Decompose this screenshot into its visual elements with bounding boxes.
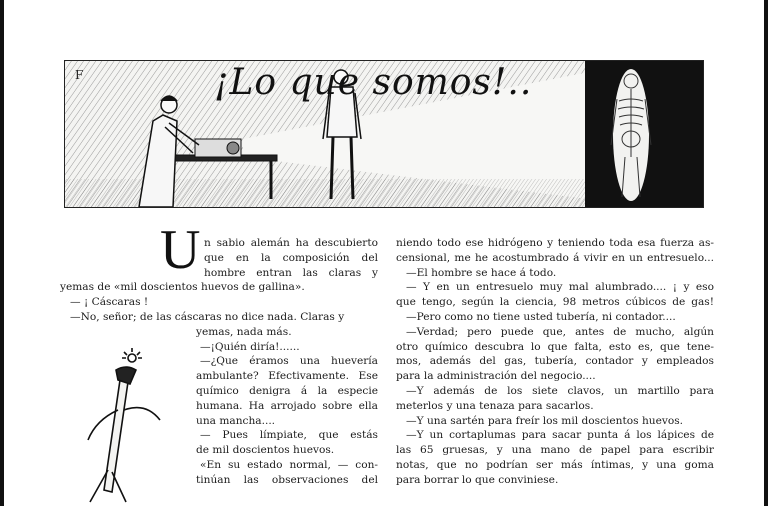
paragraph-line: —¿Que éramos una huevería — [200, 355, 378, 368]
paragraph-line: meterlos y una tenaza para sacarlos. — [396, 399, 594, 412]
paragraph-line: notas, que no podrían ser más íntimas, y una goma — [396, 458, 714, 471]
paragraph-line: que en la composición del — [204, 251, 378, 264]
paragraph-line: químico denigra á la especie — [196, 384, 378, 397]
headline: ¡Lo que somos!.. — [214, 62, 533, 103]
paragraph-line: —Y un cortaplumas para sacar punta á los lápices de — [406, 429, 714, 442]
paragraph-line: una mancha.... — [196, 414, 276, 427]
paragraph-line: tinúan las observaciones del — [196, 473, 378, 486]
paragraph-line: n sabio alemán ha descubierto — [204, 237, 378, 249]
article-right-column — [396, 236, 714, 488]
page-left-edge — [0, 0, 4, 506]
paragraph-line: — Y en un entresuelo muy mal alumbrado.... ¡ y eso — [406, 281, 714, 294]
paragraph-line: —¡Quién diría!...... — [200, 340, 300, 353]
paragraph-line: —Verdad; pero puede que, antes de mucho, algún — [406, 325, 714, 338]
paragraph-line: yemas, nada más. — [196, 325, 292, 338]
paragraph-line: «En su estado normal, — con- — [200, 458, 378, 471]
paragraph-line: que tengo, según la ciencia, 98 metros cúbicos de gas! — [396, 296, 714, 309]
paragraph-line: las 65 gruesas, y una mano de papel para escribir — [396, 444, 714, 457]
paragraph-line: —Y una sartén para freír los mil doscientos huevos. — [406, 414, 684, 427]
page-right-edge — [764, 0, 768, 506]
paragraph-line: —No, señor; de las cáscaras no dice nada. Claras y — [70, 310, 345, 323]
paragraph-line: mos, además del gas, tubería, contador y empleados — [396, 355, 714, 368]
paragraph-line: —Y además de los siete clavos, un martillo para — [406, 384, 714, 397]
paragraph-line: niendo todo ese hidrógeno y teniendo toda esa fuerza as- — [396, 237, 714, 249]
paragraph-line: — ¡ Cáscaras ! — [70, 296, 149, 309]
paragraph-line: para la administración del negocio.... — [396, 370, 596, 383]
article-left-column — [60, 236, 378, 488]
paragraph-line: yemas de «mil doscientos huevos de gallina». — [60, 281, 305, 294]
paragraph-line: —Pero como no tiene usted tubería, ni contador.... — [406, 310, 676, 323]
drop-cap: U — [160, 219, 201, 281]
paragraph-line: —El hombre se hace á todo. — [406, 266, 557, 279]
paragraph-line: otro químico descubra lo que falta, esto es, que tene- — [396, 340, 714, 353]
paragraph-line: hombre entran las claras y — [204, 266, 378, 279]
paragraph-line: — Pues límpiate, que estás — [200, 429, 378, 442]
paragraph-line: censional, me he acostumbrado á vivir en un entresuelo... — [396, 251, 714, 264]
paragraph-line: para borrar lo que conviniese. — [396, 473, 559, 486]
paragraph-line: de mil doscientos huevos. — [196, 444, 335, 457]
paragraph-line: ambulante? Efectivamente. Ese — [196, 370, 378, 383]
illustrator-signature: F — [75, 68, 84, 82]
paragraph-line: humana. Ha arrojado sobre ella — [196, 399, 378, 412]
